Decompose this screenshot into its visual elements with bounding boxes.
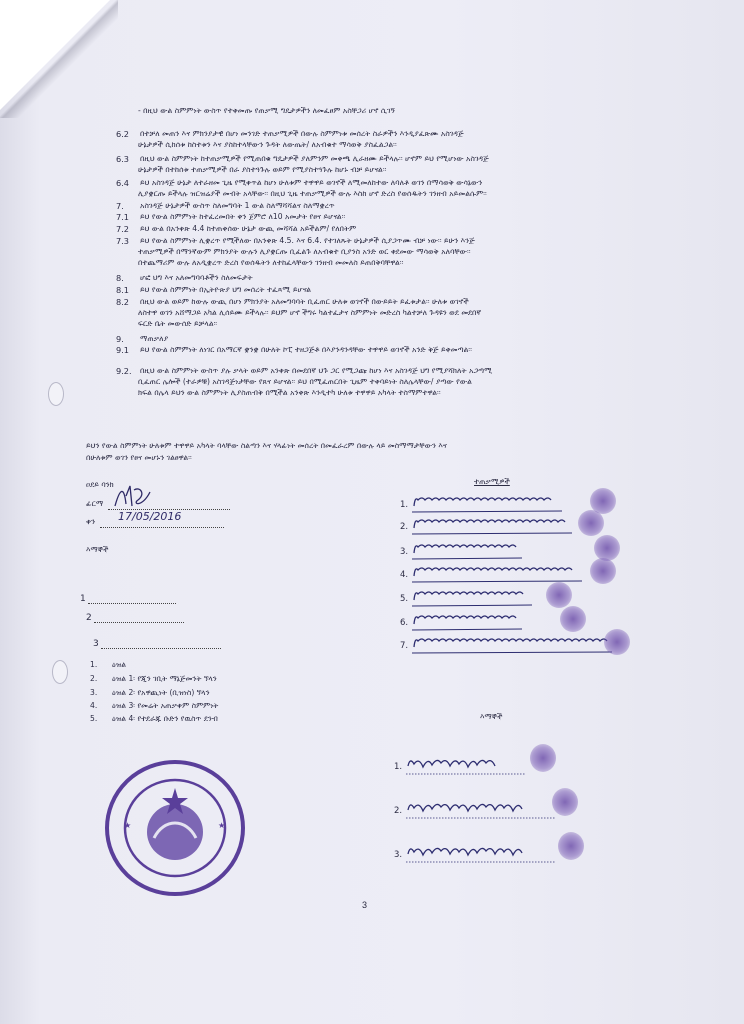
clause-text-line: ይህ የውል ስምምነት ከተፈረመበት ቀን ጀምሮ ለ10 አመታት የፀና ይሆናል፡፡	[140, 212, 346, 221]
beneficiary-number: 1.	[400, 500, 409, 510]
page-number: 3	[362, 900, 368, 910]
clause-text-line: አስገዳጅ ሁኔታዎች ውስጥ ስለመግባት 1 ውል ስለማሻሻልና ስለማቋረጥ	[140, 201, 335, 210]
clause-number: 9.	[116, 334, 124, 344]
fingerprint-stamp	[530, 744, 556, 772]
clause-number: 8.2	[116, 297, 130, 307]
beneficiary-number: 7.	[400, 641, 409, 651]
clause-text-line: ማጠቃለያ	[140, 334, 169, 343]
header-note: - በዚህ ውል ስምምነት ውስጥ የተቀመጡ የጠቃሚ ግዴታዎችን ለመፈፀም አስቸጋሪ ሆኖ ሲገኝ	[138, 106, 395, 115]
fingerprint-stamp	[558, 832, 584, 860]
clause-text-line: ይህ የውል ስምምነት ለነገር በአማርኛ ቋንቋ በሁለት ኮፒ ተዘጋጅቶ በእያንዳንዳቸው ተዋዋይ ወገኖች አንድ ቅጅ ይቀመጣል፡፡	[140, 345, 472, 354]
clause-text-line: ሁኔታዎች ሲከሰቱ ከስተቱን እና ያስከተላቸውን ጉዳት ለውጤት/ ለአብቁተ ማሳወቅ ያስፈልጋል፡፡	[138, 139, 397, 149]
fingerprint-stamp	[594, 535, 620, 561]
clause-number: 7.1	[116, 212, 130, 222]
clause-number: 6.3	[116, 154, 130, 164]
closing-line-1: ይህን የውል ስምምነት ሁለቱም ተዋዋይ አካላት ባላቸው ስልጣን እና ሃላፊነት መሰረት በመፈራረም በውሉ ላይ መስማማታቸውን እና	[86, 441, 447, 450]
clause-text-line: ቢፈጠር ሌሎች (ተራዎቹ) አስገዳጅነታቸው የጸና ይሆናል፡፡ ይህ በሚፈጠርበት ጊዜም ተቀባይነት ስለሌላቸው/ ያጣው የውል	[138, 376, 472, 386]
beneficiary-number: 6.	[400, 618, 409, 628]
date-line	[100, 527, 224, 528]
witness-number: 1.	[394, 762, 403, 772]
witness-line-1	[88, 603, 176, 604]
witness-number-3: 3	[93, 639, 99, 649]
clause-text-line: ሁኔታዎች በተከሰቱ ተጠቃሚዎች በራ ያስተጓጉሉ ወይም የሚያስተጓጉሉ ከሆኑ ብቻ ይሆናል፡፡	[138, 164, 387, 174]
attachment-number: 2.	[90, 674, 98, 683]
clause-number: 8.1	[116, 285, 130, 295]
clause-number: 9.2.	[116, 366, 132, 376]
closing-line-2: በሁለቱም ወገን የፀና መሆኑን ገልፀዋል፡፡	[86, 453, 192, 462]
clause-text-line: በዚህ ውል ስምምነት ከተጠቃሚዎች የሚጠበቁ ግዴታዎች ያለምንም መቀጫ ሊራዘሙ ይችላሉ፡፡ ሆኖም ይህ የሚሆነው አስገዳጅ	[140, 154, 489, 163]
fingerprint-stamp	[578, 510, 604, 536]
svg-text:★: ★	[124, 821, 132, 830]
clause-number: 9.1	[116, 345, 130, 355]
beneficiary-signature	[412, 562, 582, 584]
signature-label: ፊርማ	[86, 499, 104, 508]
beneficiary-number: 5.	[400, 594, 409, 604]
beneficiary-number: 4.	[400, 570, 409, 580]
bank-seal-stamp	[104, 758, 246, 898]
bank-signature	[112, 484, 154, 504]
clause-number: 7.	[116, 201, 124, 211]
clause-text-line: ተጠቃሚዎች በማንኛውም ምክንያት ውሉን ሊያቋርጡ ቢፈልጉ ለአብቁተ ቢያንስ አንድ ወር ቀደመው ማሳወቅ አለባቸው፡፡	[138, 246, 471, 256]
clause-number: 7.3	[116, 236, 130, 246]
clause-text-line: ይህ የውል ስምምነት ሊቋረጥ የሚችለው በአንቀጽ 4.5. እና 6.4. የተገለጹት ሁኔታዎች ሲያጋጥሙ ብቻ ነው፡፡ ይሁን እንጅ	[140, 236, 475, 245]
clause-text-line: በተጨማሪም ውሉ ለአዲቋረጥ ድረስ የወሰዱትን ለተከፈላቸውን ገንዘብ መመለስ ይጠበቅባቸዋል፡፡	[138, 257, 404, 267]
witness-number-1: 1	[80, 594, 86, 604]
clause-text-line: ለስተዋ ወገን አሸማጋይ አካል ሊሰይሙ ይችላሉ፡፡ ይህም ሆኖ ችግሩ ካልተፈታና ስምምነት መድረስ ካልተቻለ ጉዳዩን ወደ መደበኛ	[138, 307, 482, 317]
clause-text-line: በተቻለ መጠን እና ምክንያታዊ በሆነ መንገድ ተጠቃሚዎች በውሉ ስምምነቱ መሰረት ስራዎችን እንዲያፈጽሙ አስገዳጅ	[140, 129, 464, 138]
clause-text-line: በዚህ ውል ወይም ከውሉ ውጪ በሆነ ምክንያት አለመግባባት ቢፈጠር ሁለቱ ወገኖች በውይይት ይፈቱታል፡፡ ሁለቱ ወገኖች	[140, 297, 469, 306]
bank-title: ዐደይ ባንክ	[86, 480, 114, 489]
date-label: ቀን	[86, 517, 96, 526]
witnesses-label: እማኞች	[86, 545, 109, 554]
fingerprint-stamp	[560, 606, 586, 632]
attachment-number: 5.	[90, 714, 98, 723]
clause-text-line: ሆፎ ህግ እና አለመግባባቶችን ስለመፍታት	[140, 273, 253, 282]
attachment-text: ዕዝል 2፡ የአዋጪነት (ቢዝነስ) ኘላን	[112, 688, 210, 697]
clause-number: 8.	[116, 273, 124, 283]
fingerprint-stamp	[604, 629, 630, 655]
attachment-text: ዕዝል 4፡ የተደራጁ ቡድን የዉስጥ ደንብ	[112, 714, 218, 723]
clause-text-line: ሊያቋርጡ ይችላሉ ዝርዝሬያች መብት አላቸው፡፡ በዚህ ጊዜ ተጠቃሚዎች ውሉ እስከ ሆኖ ድረስ የወሰዱትን ገንዘብ አይመልሱም፡፡	[138, 188, 487, 198]
attachment-number: 3.	[90, 688, 98, 697]
witness-signature	[406, 754, 526, 776]
svg-text:★: ★	[218, 821, 226, 830]
beneficiary-signature	[412, 514, 572, 536]
witness-number-2: 2	[86, 613, 92, 623]
clause-text-line: ይህ አስገዳጅ ሁኔታ ለተራዘመ ጊዜ የሚቀጥል ከሆነ ሁለቱም ተዋዋይ ወገኖች ለሚመለከተው ለባለቶ ወገን በማሳወቅ ውሳኔውን	[140, 178, 483, 187]
attachment-number: 1.	[90, 660, 98, 669]
punch-hole	[52, 660, 68, 684]
fingerprint-stamp	[546, 582, 572, 608]
punch-hole	[48, 382, 64, 406]
witness-signature	[406, 798, 556, 820]
clause-number: 6.2	[116, 129, 130, 139]
attachment-text: ዕዝል 3፡ የመሬት አጠቃቀም ስምምነት	[112, 701, 219, 710]
clause-number: 7.2	[116, 224, 130, 234]
beneficiary-signature	[412, 539, 522, 561]
fingerprint-stamp	[590, 558, 616, 584]
date-value: 17/05/2016	[118, 510, 182, 523]
beneficiary-number: 3.	[400, 547, 409, 557]
witness-signature	[406, 842, 556, 864]
right-witnesses-title: እማኞች	[480, 712, 503, 721]
fingerprint-stamp	[552, 788, 578, 816]
beneficiaries-title: ተጠቃሚዎች	[474, 477, 510, 486]
attachment-text: ዕዝል 1፡ የጂን ገቢት ማኔጅመንት ኘላን	[112, 674, 217, 683]
beneficiary-number: 2.	[400, 522, 409, 532]
beneficiary-signature	[412, 586, 532, 608]
witness-line-2	[94, 622, 184, 623]
clause-text-line: ይህ የውል ስምምነት በኢትዮጵያ ህግ መሰረት ተፈጻሚ ይሆናል	[140, 285, 312, 294]
witness-line-3	[101, 648, 221, 649]
witness-number: 3.	[394, 850, 403, 860]
beneficiary-signature	[412, 610, 522, 632]
beneficiary-signature	[412, 633, 612, 655]
attachment-text: ዕዝል	[112, 660, 127, 669]
clause-text-line: ክፍል በሌላ ይህን ውል ስምምነት ሊያስጠብቅ በሚችል አንቀጽ እንዲተካ ሁለቱ ተዋዋይ አካላት ተስማምተዋል፡፡	[138, 387, 441, 397]
attachment-number: 4.	[90, 701, 98, 710]
clause-text-line: ፍርድ ቤት መውሰድ ይቻላል፡፡	[138, 318, 218, 328]
clause-text-line: ይህ ውል በአንቀጽ 4.4 ከተጠቀሰው ሁኔታ ውጪ መሻሻል አይችልም/ የለበትም	[140, 224, 357, 233]
clause-number: 6.4	[116, 178, 130, 188]
clause-text-line: በዚህ ውል ስምምነት ውስጥ ያሉ ቃላት ወይም አንቀጽ በመደበኛ ህጉ ጋር የሚጋጩ ከሆነ እና አስገዳጅ ህግ የሚያሻክለት አጋጣሚ	[140, 366, 493, 375]
beneficiary-signature	[412, 492, 562, 514]
witness-number: 2.	[394, 806, 403, 816]
